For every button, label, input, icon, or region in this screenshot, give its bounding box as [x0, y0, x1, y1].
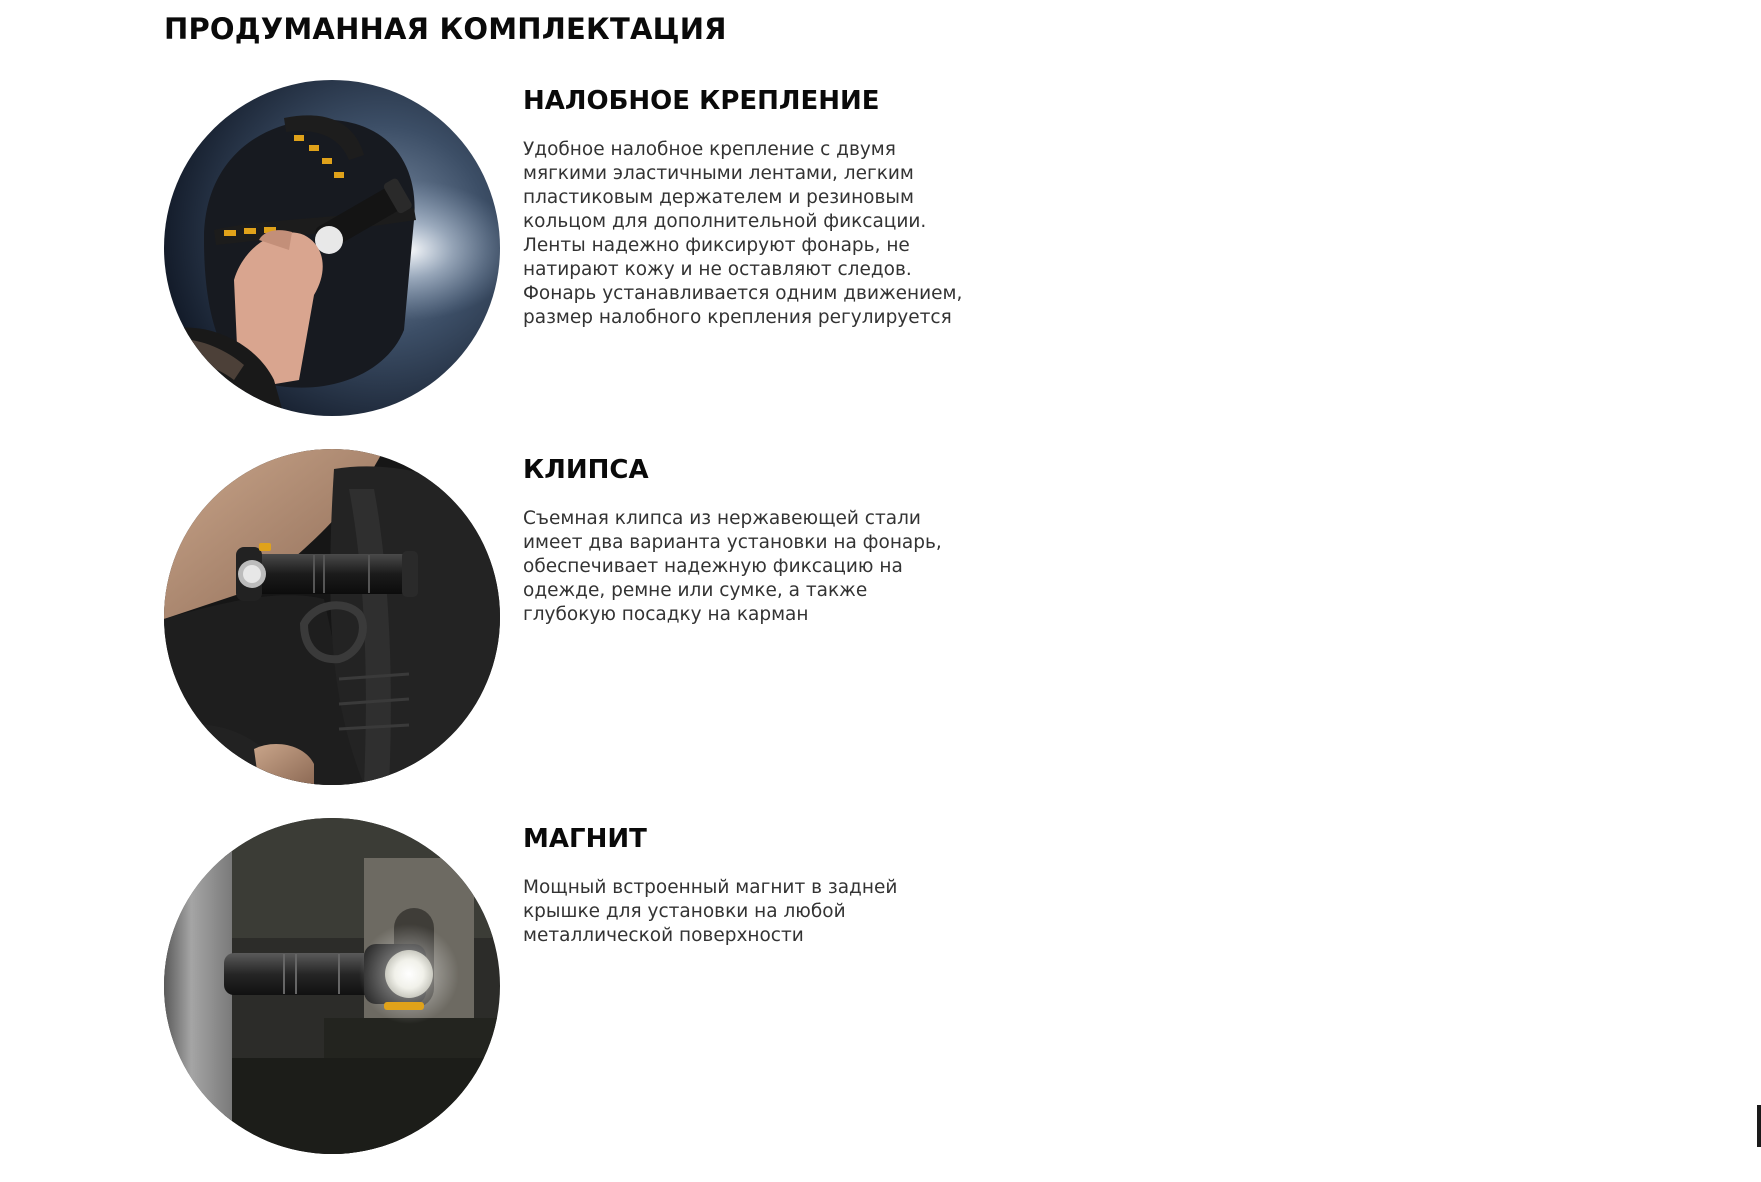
feature-title: КЛИПСА: [523, 455, 649, 485]
feature-headband: [164, 80, 964, 420]
feature-description: Удобное налобное крепление с двумя мягкими эластичными лентами, легким пластиковым держателем и резиновым кольцом для дополнительной фиксации. Ленты надежно фиксируют фонарь, не натирают кожу и не оставляют следов. Фонарь устанавливается одним движением, размер налобного крепления регулируется: [523, 139, 963, 328]
feature-description: Мощный встроенный магнит в задней крышке для установки на любой металлической поверхности: [523, 877, 898, 946]
feature-magnet: [164, 818, 964, 1158]
feature-clip: [164, 449, 964, 789]
page-title: ПРОДУМАННАЯ КОМПЛЕКТАЦИЯ: [164, 12, 727, 46]
feature-title: МАГНИТ: [523, 824, 647, 854]
headband-photo: [164, 80, 500, 416]
feature-title: НАЛОБНОЕ КРЕПЛЕНИЕ: [523, 86, 880, 116]
clip-photo: [164, 449, 500, 785]
scrollbar-thumb[interactable]: [1757, 1105, 1761, 1147]
magnet-photo: [164, 818, 500, 1154]
feature-description: Съемная клипса из нержавеющей стали имеет два варианта установки на фонарь, обеспечивает надежную фиксацию на одежде, ремне или сумке, а также глубокую посадку на карман: [523, 508, 942, 625]
